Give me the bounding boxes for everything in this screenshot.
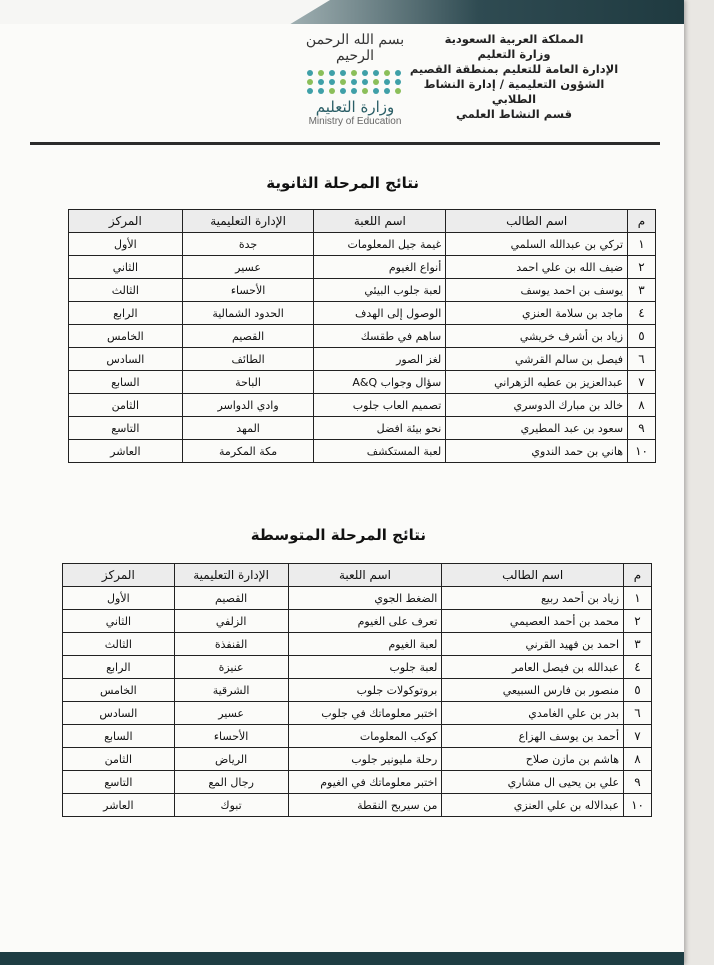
cell-num: ٤ — [628, 302, 656, 325]
cell-student: احمد بن فهيد القرني — [442, 633, 624, 656]
col-header-admin: الإدارة التعليمية — [182, 210, 314, 233]
cell-admin: عنيزة — [174, 656, 288, 679]
table-row — [63, 794, 652, 817]
col-header-rank: المركز — [69, 210, 183, 233]
col-header-num: م — [628, 210, 656, 233]
cell-game: تعرف على الغيوم — [288, 610, 442, 633]
cell-admin: الباحة — [182, 371, 314, 394]
cell-admin: القصيم — [182, 325, 314, 348]
table-row — [69, 256, 656, 279]
cell-rank: الأول — [69, 233, 183, 256]
cell-student: أحمد بن يوسف الهزاع — [442, 725, 624, 748]
cell-admin: رجال المع — [174, 771, 288, 794]
cell-game: كوكب المعلومات — [288, 725, 442, 748]
cell-student: بدر بن علي الغامدي — [442, 702, 624, 725]
cell-game: رحلة مليونير جلوب — [288, 748, 442, 771]
cell-num: ٧ — [628, 371, 656, 394]
cell-game: سؤال وجواب A&Q — [314, 371, 446, 394]
cell-student: فيصل بن سالم القرشي — [446, 348, 628, 371]
cell-admin: الطائف — [182, 348, 314, 371]
table-row — [63, 702, 652, 725]
cell-game: الوصول إلى الهدف — [314, 302, 446, 325]
cell-admin: الشرقية — [174, 679, 288, 702]
table-row — [63, 656, 652, 679]
cell-student: تركي بن عبدالله السلمي — [446, 233, 628, 256]
cell-num: ٦ — [628, 348, 656, 371]
cell-game: أنواع الغيوم — [314, 256, 446, 279]
table-header-row — [69, 210, 656, 233]
cell-game: لعبة جلوب البيئي — [314, 279, 446, 302]
cell-num: ٥ — [628, 325, 656, 348]
cell-student: هاني بن حمد الندوي — [446, 440, 628, 463]
cell-admin: عسير — [182, 256, 314, 279]
cell-student: عبدالله بن فيصل العامر — [442, 656, 624, 679]
cell-rank: العاشر — [63, 794, 175, 817]
cell-rank: الثامن — [69, 394, 183, 417]
cell-game: نحو بيئة افضل — [314, 417, 446, 440]
cell-num: ٦ — [624, 702, 652, 725]
table-row — [63, 771, 652, 794]
header-line-country: المملكة العربية السعودية — [444, 32, 584, 46]
table-row — [69, 394, 656, 417]
table-row — [63, 633, 652, 656]
cell-admin: الأحساء — [174, 725, 288, 748]
col-header-student: اسم الطالب — [446, 210, 628, 233]
cell-num: ٥ — [624, 679, 652, 702]
cell-rank: الثاني — [69, 256, 183, 279]
cell-num: ٢ — [624, 610, 652, 633]
ministry-header — [404, 32, 624, 122]
intermediate-title: نتائج المرحلة المتوسطة — [250, 526, 426, 544]
cell-num: ٣ — [624, 633, 652, 656]
cell-game: من سيربح النقطة — [288, 794, 442, 817]
cell-rank: السابع — [69, 371, 183, 394]
table-row — [63, 587, 652, 610]
cell-student: عبدالاله بن علي العنزي — [442, 794, 624, 817]
cell-game: تصميم العاب جلوب — [314, 394, 446, 417]
cell-admin: الرياض — [174, 748, 288, 771]
table-row — [69, 302, 656, 325]
logo-name-english: Ministry of Education — [308, 116, 402, 127]
cell-game: ساهم في طقسك — [314, 325, 446, 348]
col-header-game: اسم اللعبة — [314, 210, 446, 233]
cell-admin: المهد — [182, 417, 314, 440]
table-row — [69, 279, 656, 302]
bottom-decorative-band — [0, 952, 684, 965]
cell-game: اختبر معلوماتك في جلوب — [288, 702, 442, 725]
ministry-logo — [300, 32, 410, 142]
cell-student: عبدالعزيز بن عطيه الزهراني — [446, 371, 628, 394]
cell-rank: السادس — [69, 348, 183, 371]
header-line-department: قسم النشاط العلمي — [456, 107, 572, 121]
cell-student: ضيف الله بن علي احمد — [446, 256, 628, 279]
col-header-student: اسم الطالب — [442, 564, 624, 587]
cell-num: ٨ — [628, 394, 656, 417]
cell-game: اختبر معلوماتك في الغيوم — [288, 771, 442, 794]
basmala-text: بسم الله الرحمن الرحيم — [305, 32, 405, 64]
cell-num: ٣ — [628, 279, 656, 302]
cell-student: منصور بن فارس السبيعي — [442, 679, 624, 702]
table-row — [63, 748, 652, 771]
intermediate-results-table — [62, 563, 652, 817]
cell-student: زياد بن أشرف خريشي — [446, 325, 628, 348]
cell-rank: الخامس — [69, 325, 183, 348]
header-line-ministry: وزارة التعليم — [477, 47, 551, 61]
cell-student: زياد بن أحمد ربيع — [442, 587, 624, 610]
table-row — [63, 725, 652, 748]
cell-admin: الحدود الشمالية — [182, 302, 314, 325]
table-row — [69, 417, 656, 440]
secondary-title: نتائج المرحلة الثانوية — [266, 174, 419, 192]
table-row — [63, 610, 652, 633]
cell-rank: التاسع — [63, 771, 175, 794]
cell-game: غيمة جيل المعلومات — [314, 233, 446, 256]
cell-admin: وادي الدواسر — [182, 394, 314, 417]
logo-name-arabic: وزارة التعليم — [315, 98, 395, 116]
table-row — [69, 233, 656, 256]
table-row — [69, 440, 656, 463]
cell-admin: الزلفي — [174, 610, 288, 633]
cell-num: ٨ — [624, 748, 652, 771]
table-row — [69, 325, 656, 348]
table-row — [69, 348, 656, 371]
cell-student: هاشم بن مازن صلاح — [442, 748, 624, 771]
cell-admin: عسير — [174, 702, 288, 725]
col-header-rank: المركز — [63, 564, 175, 587]
cell-rank: الرابع — [69, 302, 183, 325]
cell-num: ١ — [624, 587, 652, 610]
table-header-row — [63, 564, 652, 587]
col-header-game: اسم اللعبة — [288, 564, 442, 587]
col-header-admin: الإدارة التعليمية — [174, 564, 288, 587]
cell-student: خالد بن مبارك الدوسري — [446, 394, 628, 417]
cell-num: ٤ — [624, 656, 652, 679]
cell-num: ٩ — [624, 771, 652, 794]
cell-num: ٧ — [624, 725, 652, 748]
cell-num: ٢ — [628, 256, 656, 279]
col-header-num: م — [624, 564, 652, 587]
header-divider — [30, 142, 660, 145]
cell-student: علي بن يحيى ال مشاري — [442, 771, 624, 794]
cell-game: لعبة الغيوم — [288, 633, 442, 656]
cell-rank: العاشر — [69, 440, 183, 463]
cell-rank: التاسع — [69, 417, 183, 440]
cell-student: ماجد بن سلامة العنزي — [446, 302, 628, 325]
cell-game: لعبة جلوب — [288, 656, 442, 679]
cell-num: ١٠ — [624, 794, 652, 817]
cell-admin: القصيم — [174, 587, 288, 610]
cell-rank: السابع — [63, 725, 175, 748]
cell-rank: الثامن — [63, 748, 175, 771]
cell-admin: تبوك — [174, 794, 288, 817]
table-row — [63, 679, 652, 702]
logo-dots-icon — [300, 70, 410, 94]
cell-game: بروتوكولات جلوب — [288, 679, 442, 702]
top-decorative-band — [0, 0, 684, 24]
table-row — [69, 371, 656, 394]
cell-num: ٩ — [628, 417, 656, 440]
cell-rank: الرابع — [63, 656, 175, 679]
cell-game: لغز الصور — [314, 348, 446, 371]
cell-student: سعود بن عبد المطيري — [446, 417, 628, 440]
cell-rank: الثاني — [63, 610, 175, 633]
header-line-affairs: الشؤون التعليمية / إدارة النشاط الطلابي — [423, 77, 605, 106]
cell-admin: جدة — [182, 233, 314, 256]
header-line-directorate: الإدارة العامة للتعليم بمنطقة القصيم — [409, 62, 619, 76]
cell-rank: الثالث — [63, 633, 175, 656]
cell-admin: مكة المكرمة — [182, 440, 314, 463]
cell-game: لعبة المستكشف — [314, 440, 446, 463]
secondary-results-table — [68, 209, 656, 463]
cell-admin: القنفذة — [174, 633, 288, 656]
cell-num: ١ — [628, 233, 656, 256]
cell-rank: الخامس — [63, 679, 175, 702]
cell-game: الضغط الجوي — [288, 587, 442, 610]
cell-rank: الأول — [63, 587, 175, 610]
cell-student: يوسف بن احمد يوسف — [446, 279, 628, 302]
cell-rank: السادس — [63, 702, 175, 725]
cell-num: ١٠ — [628, 440, 656, 463]
cell-student: محمد بن أحمد العصيمي — [442, 610, 624, 633]
cell-rank: الثالث — [69, 279, 183, 302]
cell-admin: الأحساء — [182, 279, 314, 302]
